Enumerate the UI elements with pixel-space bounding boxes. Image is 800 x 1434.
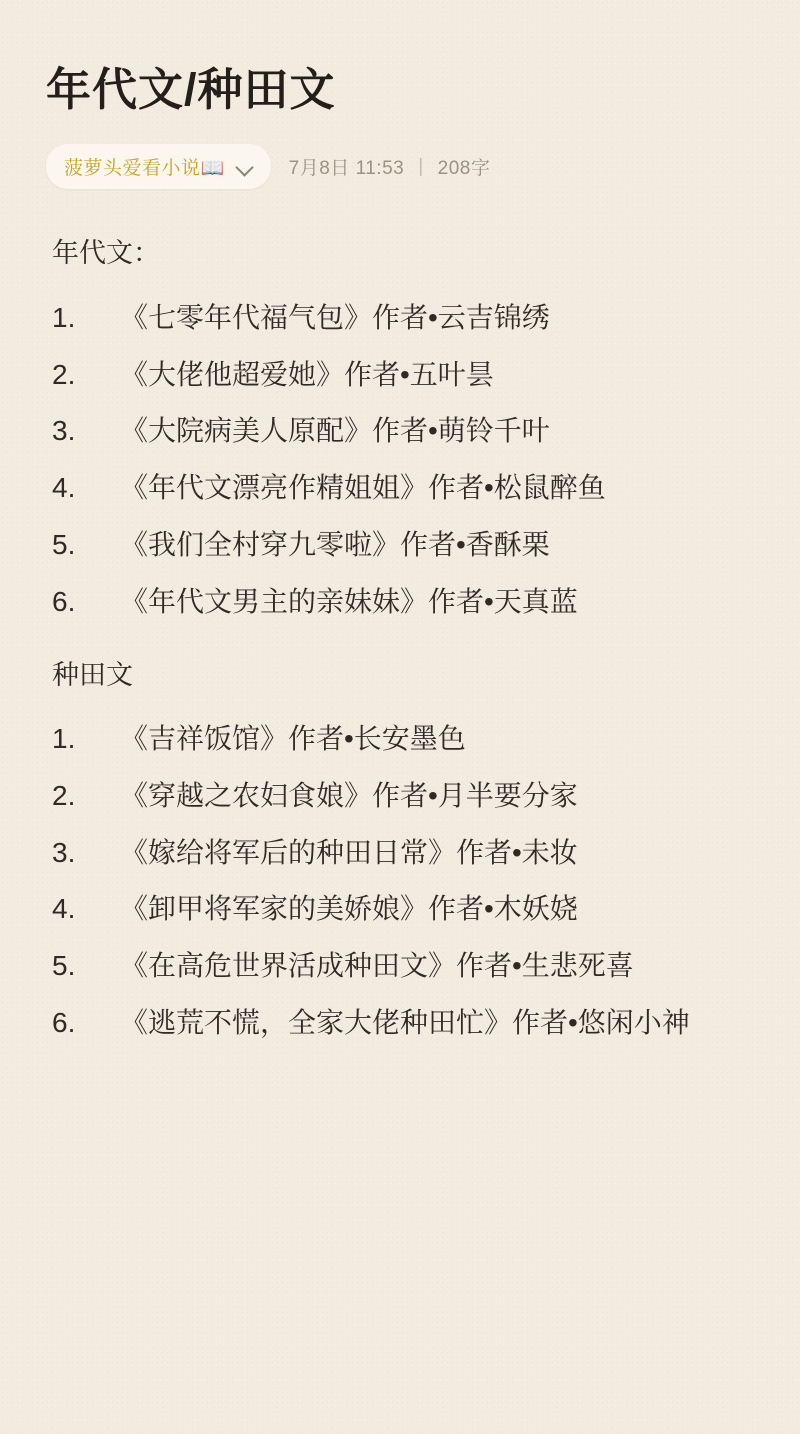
list-item (46, 580, 754, 625)
meta-info (289, 153, 491, 180)
list-item (46, 353, 754, 398)
book-list (46, 717, 754, 1046)
list-item-text: 《卸甲将军家的美娇娘》作者•木妖娆 (120, 893, 578, 925)
list-item-text: 《年代文男主的亲妹妹》作者•天真蓝 (120, 585, 578, 617)
list-item (46, 409, 754, 454)
list-item (46, 296, 754, 341)
list-item (46, 466, 754, 511)
list-item (46, 887, 754, 932)
list-item-text: 《穿越之农妇食娘》作者•月半要分家 (120, 779, 578, 811)
section-heading: 年代文： (52, 238, 160, 269)
section-niandaiwen (46, 233, 754, 624)
book-list (46, 296, 754, 625)
word-count: 208字 (437, 158, 491, 180)
meta-row (46, 144, 754, 189)
meta-separator: | (418, 155, 424, 177)
list-item-number: 5. (52, 528, 76, 560)
list-item-number: 4. (52, 472, 76, 504)
list-item-text: 《大院病美人原配》作者•萌铃千叶 (120, 415, 550, 447)
list-item-text: 《吉祥饭馆》作者•长安墨色 (120, 723, 466, 755)
list-item-number: 3. (52, 415, 76, 447)
list-item-number: 2. (52, 779, 76, 811)
list-item-number: 1. (52, 301, 76, 333)
list-item (46, 523, 754, 568)
list-item-number: 5. (52, 950, 76, 982)
author-chip[interactable] (46, 144, 271, 189)
list-item (46, 717, 754, 762)
list-item-text: 《大佬他超爱她》作者•五叶昙 (120, 358, 494, 390)
list-item-text: 《年代文漂亮作精姐姐》作者•松鼠醉鱼 (120, 472, 606, 504)
chevron-down-icon[interactable] (235, 157, 255, 177)
list-item-number: 4. (52, 893, 76, 925)
list-item-text: 《逃荒不慌，全家大佬种田忙》作者•悠闲小神 (120, 1007, 690, 1039)
list-item-number: 1. (52, 723, 76, 755)
section-heading: 种田文 (52, 659, 133, 690)
list-item-text: 《七零年代福气包》作者•云吉锦绣 (120, 301, 550, 333)
page-title: 年代文/种田文 (46, 64, 336, 115)
list-item-number: 6. (52, 585, 76, 617)
list-item (46, 831, 754, 876)
list-item-text: 《嫁给将军后的种田日常》作者•未妆 (120, 836, 578, 868)
list-item (46, 1001, 754, 1046)
list-item (46, 944, 754, 989)
list-item-text: 《我们全村穿九零啦》作者•香酥栗 (120, 528, 550, 560)
list-item-number: 6. (52, 1007, 76, 1039)
list-item-number: 2. (52, 358, 76, 390)
list-item-text: 《在高危世界活成种田文》作者•生悲死喜 (120, 950, 634, 982)
list-item (46, 774, 754, 819)
section-zhongtianwen (46, 655, 754, 1046)
list-item-number: 3. (52, 836, 76, 868)
publish-time: 7月8日 11:53 (288, 158, 405, 180)
author-name: 菠萝头爱看小说📖 (64, 158, 225, 180)
